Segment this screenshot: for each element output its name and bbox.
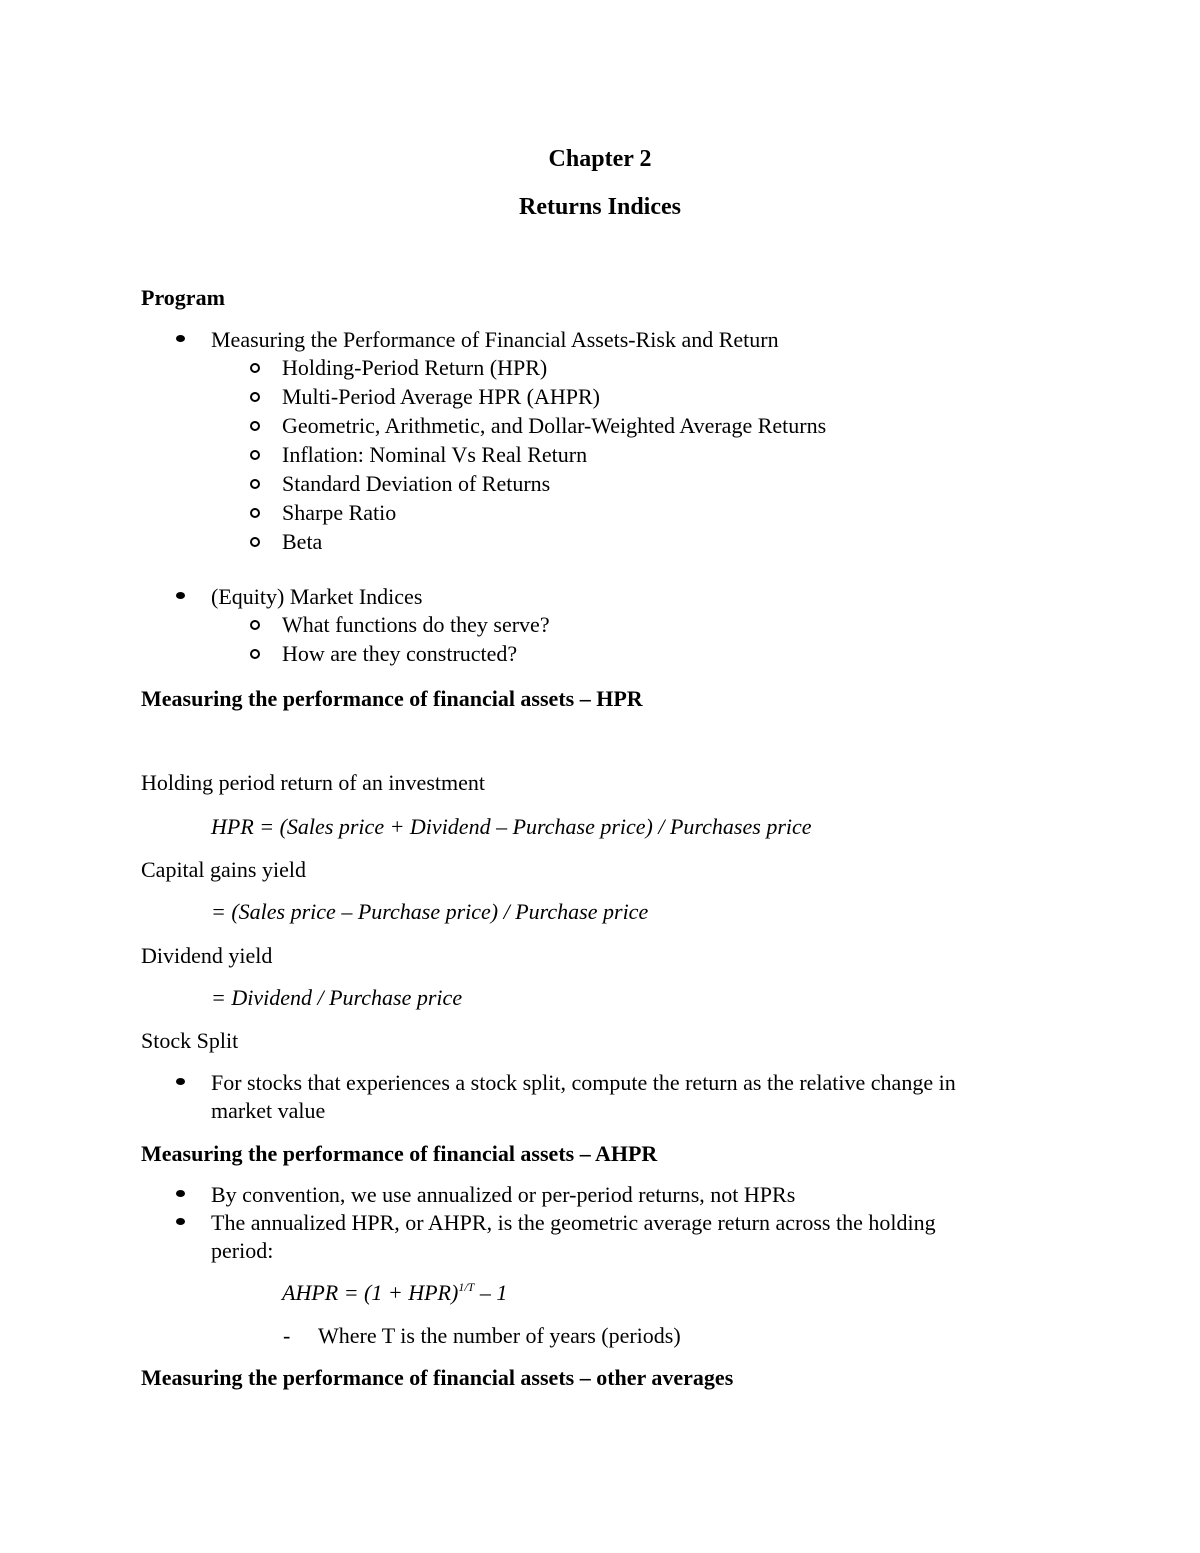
bullet-icon xyxy=(176,1218,185,1225)
program-subitem: Inflation: Nominal Vs Real Return xyxy=(282,442,588,467)
program-subitem: Holding-Period Return (HPR) xyxy=(282,355,548,380)
dash-marker: - xyxy=(283,1323,291,1348)
circle-bullet-icon xyxy=(250,450,260,460)
hpr-intro: Holding period return of an investment xyxy=(141,770,485,795)
ahpr-formula-base: AHPR = (1 + HPR) xyxy=(282,1280,459,1305)
bullet-icon xyxy=(176,1078,185,1085)
circle-bullet-icon xyxy=(250,620,260,630)
circle-bullet-icon xyxy=(250,392,260,402)
ahpr-formula xyxy=(282,1282,507,1304)
circle-bullet-icon xyxy=(250,363,260,373)
program-item: (Equity) Market Indices xyxy=(211,584,423,609)
section-heading-hpr: Measuring the performance of financial assets – HPR xyxy=(141,686,643,711)
bullet-icon xyxy=(176,592,185,599)
hpr-formula: HPR = (Sales price + Dividend – Purchase price) / Purchases price xyxy=(211,814,812,839)
ahpr-bullet: The annualized HPR, or AHPR, is the geometric average return across the holding xyxy=(211,1210,936,1235)
stock-split-label: Stock Split xyxy=(141,1028,239,1053)
program-subitem: Beta xyxy=(282,529,323,554)
program-subitem: How are they constructed? xyxy=(282,641,518,666)
program-subitem: What functions do they serve? xyxy=(282,612,550,637)
chapter-number: Chapter 2 xyxy=(548,146,652,172)
program-subitem: Sharpe Ratio xyxy=(282,500,397,525)
section-heading-ahpr: Measuring the performance of financial assets – AHPR xyxy=(141,1141,658,1166)
circle-bullet-icon xyxy=(250,508,260,518)
circle-bullet-icon xyxy=(250,421,260,431)
program-item: Measuring the Performance of Financial Assets-Risk and Return xyxy=(211,327,779,352)
capital-gains-formula: = (Sales price – Purchase price) / Purchase price xyxy=(211,899,649,924)
program-subitem: Standard Deviation of Returns xyxy=(282,471,551,496)
circle-bullet-icon xyxy=(250,649,260,659)
program-subitem: Multi-Period Average HPR (AHPR) xyxy=(282,384,600,409)
bullet-icon xyxy=(176,335,185,342)
ahpr-note: Where T is the number of years (periods) xyxy=(318,1323,681,1348)
stock-split-text: For stocks that experiences a stock split, compute the return as the relative change in xyxy=(211,1070,956,1095)
ahpr-formula-exponent: 1/T xyxy=(458,1280,475,1294)
program-subitem: Geometric, Arithmetic, and Dollar-Weighted Average Returns xyxy=(282,413,827,438)
bullet-icon xyxy=(176,1190,185,1197)
capital-gains-label: Capital gains yield xyxy=(141,857,306,882)
ahpr-bullet-cont: period: xyxy=(211,1238,274,1263)
dividend-formula: = Dividend / Purchase price xyxy=(211,985,463,1010)
stock-split-text-cont: market value xyxy=(211,1098,326,1123)
section-heading-other: Measuring the performance of financial assets – other averages xyxy=(141,1365,734,1390)
circle-bullet-icon xyxy=(250,479,260,489)
ahpr-formula-tail: – 1 xyxy=(474,1280,508,1305)
circle-bullet-icon xyxy=(250,537,260,547)
ahpr-bullet: By convention, we use annualized or per-period returns, not HPRs xyxy=(211,1182,796,1207)
program-heading: Program xyxy=(141,285,225,310)
chapter-title: Returns Indices xyxy=(518,194,681,220)
dividend-label: Dividend yield xyxy=(141,943,273,968)
